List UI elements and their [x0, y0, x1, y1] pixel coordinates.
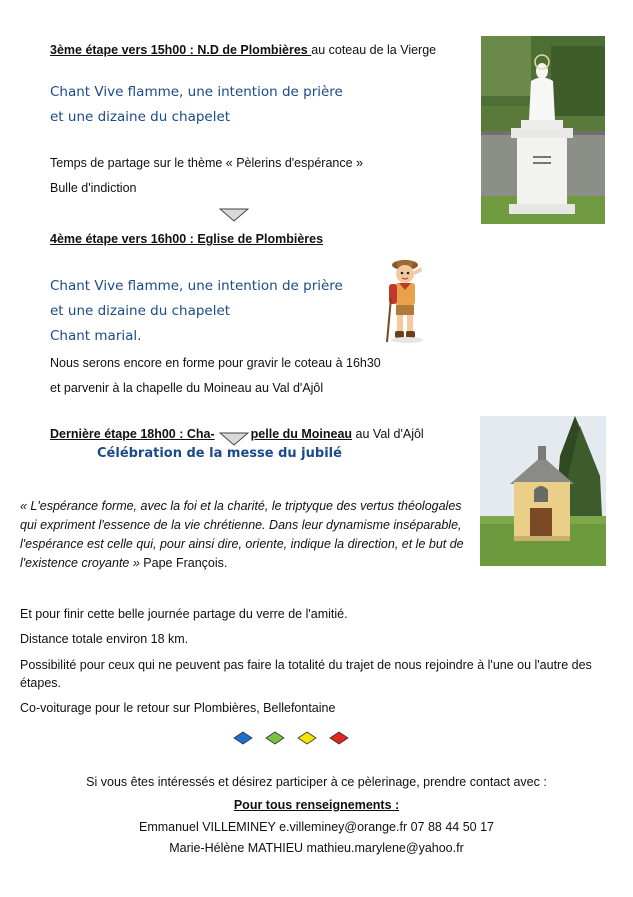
last-step-heading-part1: Dernière étape 18h00 : Cha-: [50, 427, 215, 441]
contact-person1: Emmanuel VILLEMINEY e.villeminey@orange.fr 07 88 44 50 17: [138, 820, 494, 834]
contact-heading: Pour tous renseignements :: [233, 798, 400, 812]
step3-text-line2: Bulle d'indiction: [50, 181, 137, 195]
step3-blue-line2: et une dizaine du chapelet: [50, 109, 231, 125]
down-arrow-icon: [219, 208, 249, 222]
scout-pilgrim-illustration: [385, 258, 431, 348]
contact-intro: Si vous êtes intéressés et désirez participer à ce pèlerinage, prendre contact avec :: [86, 775, 547, 789]
celebration-title: Célébration de la messe du jubilé: [97, 446, 342, 461]
down-arrow-icon: [219, 432, 249, 446]
hope-quote-author: Pape François.: [143, 556, 228, 570]
diamond-icon: [298, 732, 316, 744]
step4-blue-line2: et une dizaine du chapelet: [50, 303, 231, 319]
step3-heading: [50, 42, 436, 58]
step4-text-line1: Nous serons encore en forme pour gravir le coteau à 16h30: [50, 356, 381, 370]
hope-quote-text: « L'espérance forme, avec la foi et la charité, le triptyque des vertus théologales qui expriment l'essence de la vie chrétienne. Dans leur dynamisme inséparable, l'espérance est celle qui, pour ainsi dire, oriente, indique la direction, et le but de l'existence croyante »: [20, 499, 464, 570]
last-step-heading-part2: pelle du Moineau: [250, 427, 353, 441]
step3-heading-title: 3ème étape vers 15h00 : N.D de Plombières: [50, 43, 312, 57]
virgin-statue-photo: [481, 36, 605, 224]
decorative-diamonds: [230, 729, 350, 747]
contact-heading-wrap: [0, 797, 633, 813]
step4-heading: 4ème étape vers 16h00 : Eglise de Plombières: [50, 232, 324, 246]
step3-text-line1: Temps de partage sur le thème « Pèlerins d'espérance »: [50, 156, 363, 170]
step3-blue-line1: Chant Vive flamme, une intention de prière: [50, 84, 343, 100]
closing-line1: Et pour finir cette belle journée partage du verre de l'amitié.: [20, 607, 348, 621]
step3-heading-tail: au coteau de la Vierge: [311, 43, 437, 57]
diamond-icon: [266, 732, 284, 744]
diamond-icon: [330, 732, 348, 744]
step4-text-line2: et parvenir à la chapelle du Moineau au Val d'Ajôl: [50, 381, 324, 395]
step4-blue-line1: Chant Vive flamme, une intention de prière: [50, 278, 343, 294]
last-step-heading-tail: au Val d'Ajôl: [352, 427, 424, 441]
chapel-photo: [480, 416, 606, 566]
closing-line4: Co-voiturage pour le retour sur Plombières, Bellefontaine: [20, 701, 336, 715]
diamond-icon: [234, 732, 252, 744]
step4-blue-line3: Chant marial.: [50, 328, 142, 344]
closing-line3: Possibilité pour ceux qui ne peuvent pas faire la totalité du trajet de nous rejoindre à l'une ou l'autre des étapes.: [20, 658, 592, 690]
closing-line2: Distance totale environ 18 km.: [20, 632, 189, 646]
hope-quote: [20, 497, 475, 573]
contact-person2: Marie-Hélène MATHIEU mathieu.marylene@yahoo.fr: [169, 841, 464, 855]
